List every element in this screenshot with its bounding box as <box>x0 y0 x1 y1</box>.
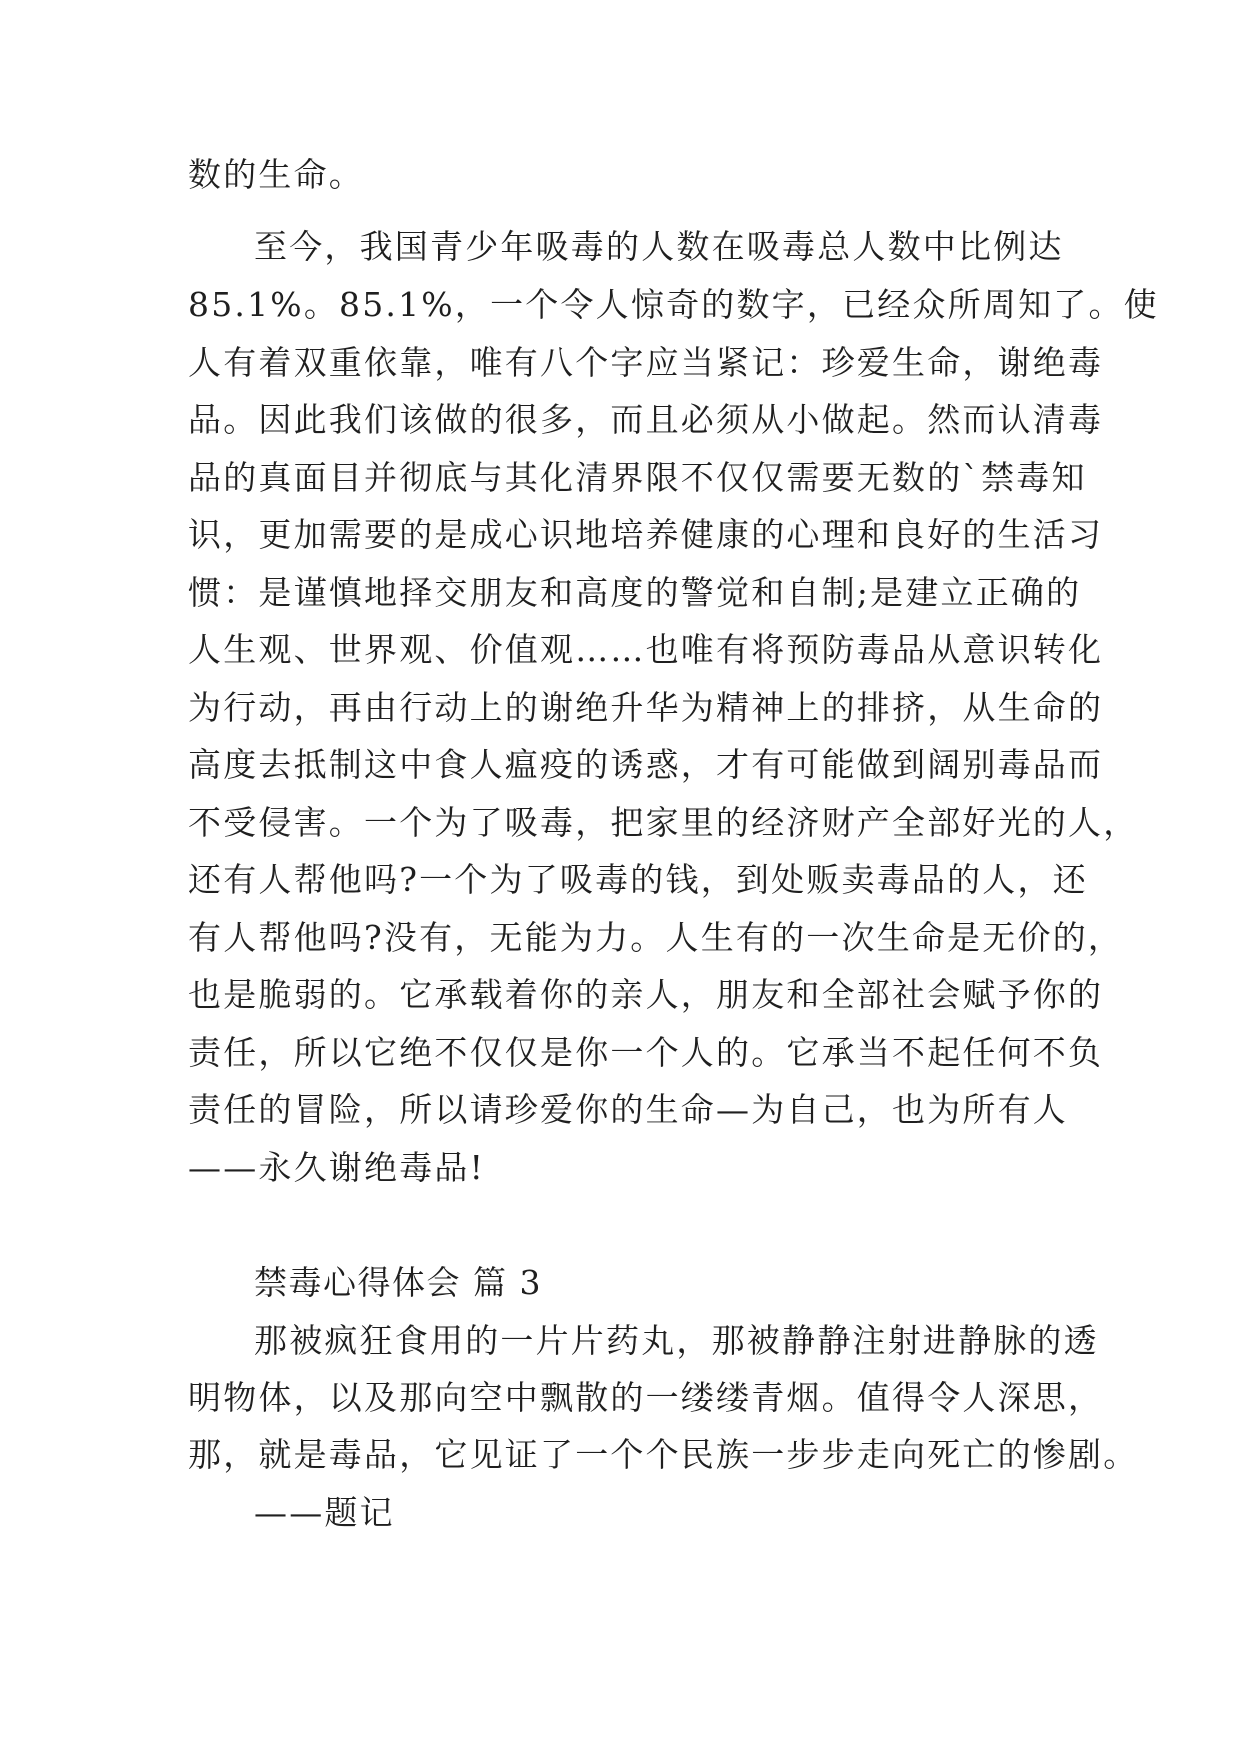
paragraph-line: 高度去抵制这中食人瘟疫的诱惑，才有可能做到阔别毒品而 <box>188 745 1104 784</box>
paragraph-line: 85.1%。85.1%，一个令人惊奇的数字，已经众所周知了。使 <box>188 285 1159 324</box>
paragraph-line: 那被疯狂食用的一片片药丸，那被静静注射进静脉的透 <box>254 1321 1099 1360</box>
paragraph-line: 为行动，再由行动上的谢绝升华为精神上的排挤，从生命的 <box>188 688 1104 727</box>
paragraph-line: 还有人帮他吗?一个为了吸毒的钱，到处贩卖毒品的人，还 <box>188 860 1088 899</box>
paragraph-line: ——永久谢绝毒品! <box>188 1148 486 1187</box>
epigraph-attribution: ——题记 <box>254 1493 395 1532</box>
paragraph-line: 数的生命。 <box>188 155 364 194</box>
paragraph-line: 有人帮他吗?没有，无能为力。人生有的一次生命是无价的， <box>188 918 1124 957</box>
paragraph-line: 品的真面目并彻底与其化清界限不仅仅需要无数的`禁毒知 <box>188 458 1087 497</box>
paragraph-line: 识，更加需要的是成心识地培养健康的心理和良好的生活习 <box>188 515 1104 554</box>
paragraph-line: 人生观、世界观、价值观……也唯有将预防毒品从意识转化 <box>188 630 1104 669</box>
paragraph-line: 那，就是毒品，它见证了一个个民族一步步走向死亡的惨剧。 <box>188 1435 1139 1474</box>
paragraph-line: 责任的冒险，所以请珍爱你的生命—为自己，也为所有人 <box>188 1090 1068 1129</box>
paragraph-line: 至今，我国青少年吸毒的人数在吸毒总人数中比例达 <box>254 227 1064 266</box>
paragraph-line: 惯：是谨慎地择交朋友和高度的警觉和自制;是建立正确的 <box>188 573 1082 612</box>
section-heading: 禁毒心得体会 篇 3 <box>254 1263 542 1302</box>
paragraph-line: 也是脆弱的。它承载着你的亲人，朋友和全部社会赋予你的 <box>188 975 1104 1014</box>
paragraph-line: 不受侵害。一个为了吸毒，把家里的经济财产全部好光的人， <box>188 803 1139 842</box>
paragraph-line: 明物体，以及那向空中飘散的一缕缕青烟。值得令人深思， <box>188 1378 1104 1417</box>
paragraph-line: 品。因此我们该做的很多，而且必须从小做起。然而认清毒 <box>188 400 1104 439</box>
paragraph-line: 责任，所以它绝不仅仅是你一个人的。它承当不起任何不负 <box>188 1033 1104 1072</box>
paragraph-line: 人有着双重依靠，唯有八个字应当紧记：珍爱生命，谢绝毒 <box>188 343 1104 382</box>
